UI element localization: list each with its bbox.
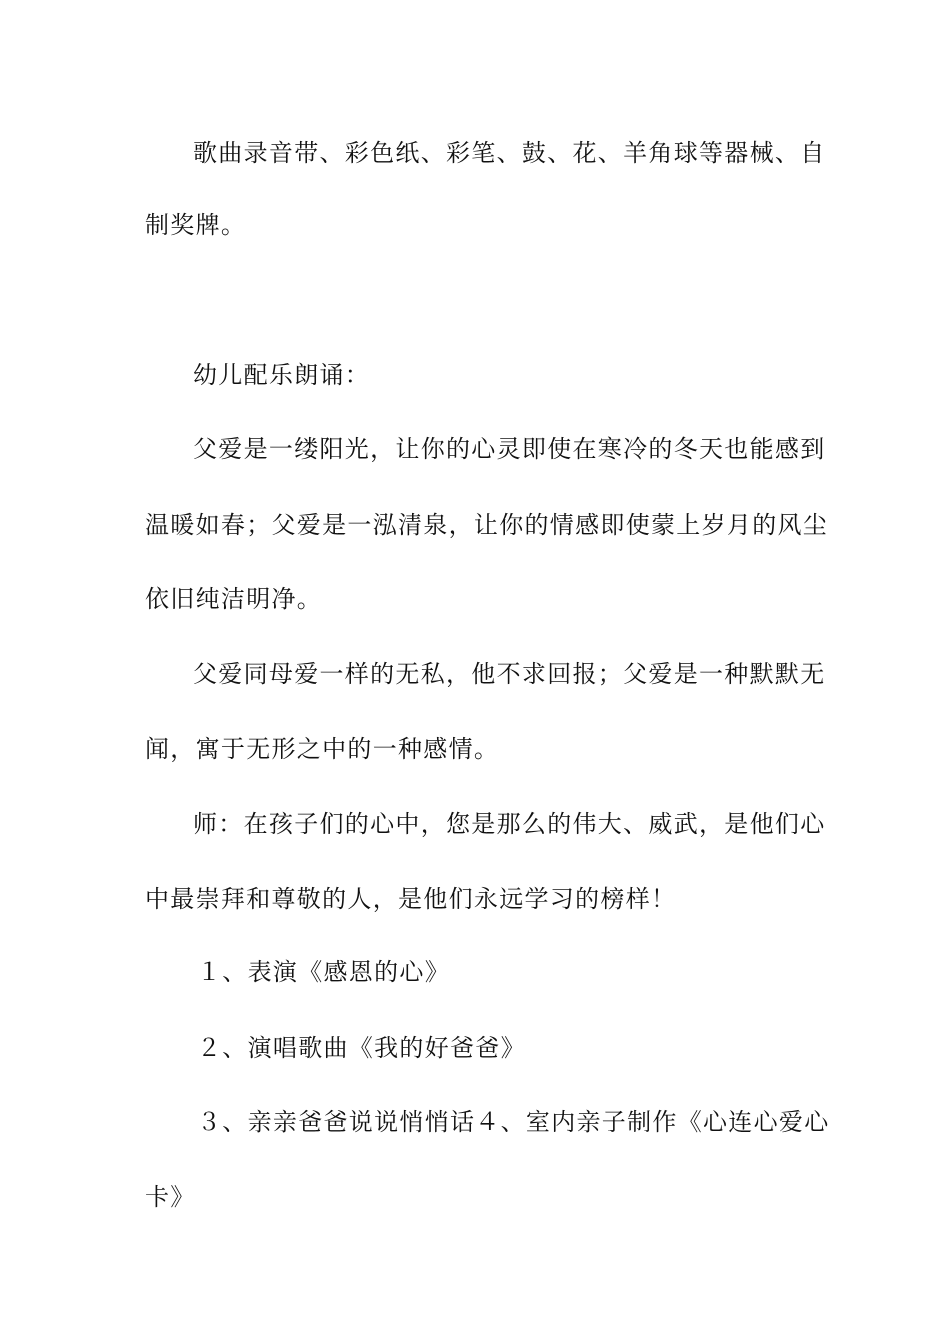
text-line-poem-3: 依旧纯洁明净。 <box>145 585 323 613</box>
text-line-recitation-heading: 幼儿配乐朗诵： <box>193 361 371 389</box>
text-line-materials: 歌曲录音带、彩色纸、彩笔、鼓、花、羊角球等器械、自 <box>193 139 826 167</box>
text-line-item-2: ２、演唱歌曲《我的好爸爸》 <box>197 1034 526 1062</box>
text-line-poem-5: 闻，寓于无形之中的一种感情。 <box>145 735 500 763</box>
text-line-item-3: ３、亲亲爸爸说说悄悄话４、室内亲子制作《心连心爱心 <box>197 1108 830 1136</box>
text-line-teacher-1: 师：在孩子们的心中，您是那么的伟大、威武，是他们心 <box>193 810 826 838</box>
text-line-materials-cont: 制奖牌。 <box>145 211 247 239</box>
text-line-item-3-cont: 卡》 <box>145 1183 196 1211</box>
text-line-poem-1: 父爱是一缕阳光，让你的心灵即使在寒冷的冬天也能感到 <box>193 435 826 463</box>
text-line-teacher-2: 中最崇拜和尊敬的人，是他们永远学习的榜样！ <box>145 885 677 913</box>
text-line-poem-2: 温暖如春；父爱是一泓清泉，让你的情感即使蒙上岁月的风尘 <box>145 511 829 539</box>
text-line-item-1: １、表演《感恩的心》 <box>197 958 450 986</box>
text-line-poem-4: 父爱同母爱一样的无私，他不求回报；父爱是一种默默无 <box>193 660 826 688</box>
